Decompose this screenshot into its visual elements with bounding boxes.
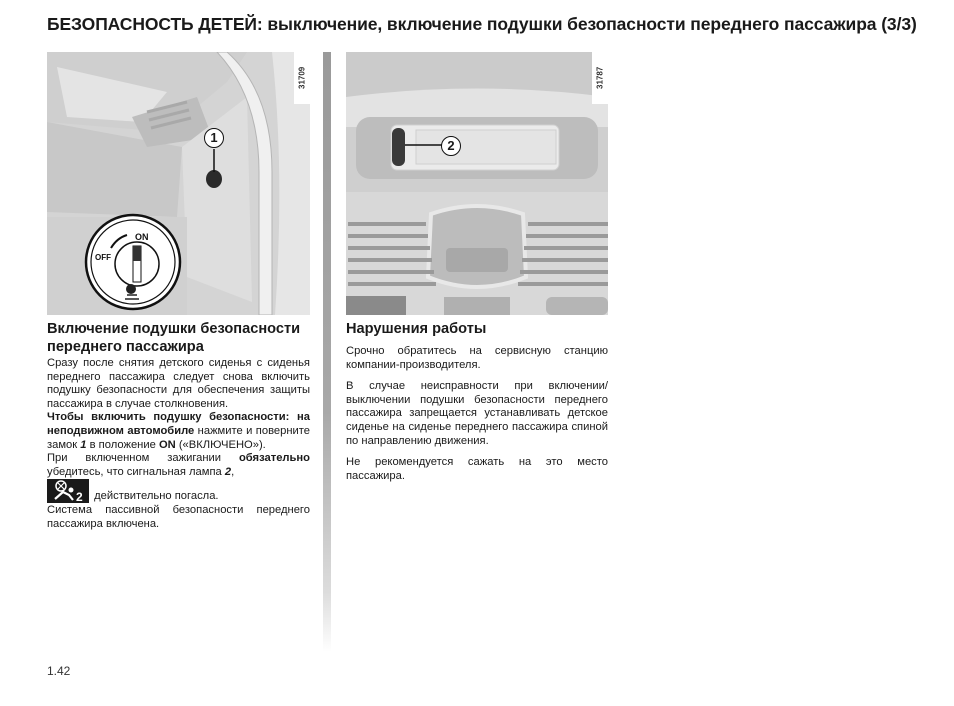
lock-reference: 1 <box>80 438 87 451</box>
page-title-section: БЕЗОПАСНОСТЬ ДЕТЕЙ: <box>47 14 263 34</box>
dashboard-center-illustration <box>346 52 608 315</box>
paragraph-lamp: 2 действительно погасла. <box>47 479 310 504</box>
section-enable-airbag <box>47 320 310 531</box>
paragraph: Сразу после снятия детского сиденья с сиденья переднего пассажира следует снова включить подушку безопасности для обеспечения защиты пассажира в случае столкновения. <box>47 357 310 410</box>
paragraph-ignition: При включенном зажигании обязательно убедитесь, что сигнальная лампа 2, <box>47 452 310 478</box>
callout-lamp-2: 2 <box>441 136 461 156</box>
airbag-off-lamp-icon <box>47 479 89 503</box>
dashboard-side-illustration <box>47 52 310 315</box>
section-malfunctions <box>346 320 608 491</box>
lamp-reference: 2 <box>224 465 232 478</box>
paragraph-instructions: Чтобы включить подушку безопасности: на неподвижном автомобиле нажмите и поверните замок 1 в положение ON («ВКЛЮЧЕНО»). <box>47 411 310 451</box>
switch-off-label: OFF <box>95 253 111 262</box>
figure-warning-lamp <box>346 52 608 315</box>
svg-text:2: 2 <box>76 490 83 504</box>
page-number: 1.42 <box>47 664 71 678</box>
paragraph: Срочно обратитесь на сервисную станцию компании-производителя. <box>346 345 608 371</box>
figure-code: 31709 <box>294 52 310 104</box>
on-position: ON <box>158 438 176 451</box>
page-title <box>47 14 927 35</box>
figure-code: 31787 <box>592 52 608 104</box>
page-title-subject: выключение, включение подушки безопасности переднего пассажира (3/3) <box>262 14 917 34</box>
paragraph: В случае неисправности при включении/выключении подушки безопасности переднего пассажира запрещается устанавливать детское сиденье на сиденье переднего пассажира спиной по направлению движения. <box>346 380 608 447</box>
section-heading: Нарушения работы <box>346 321 487 337</box>
paragraph: Система пассивной безопасности переднего пассажира включена. <box>47 503 310 530</box>
section-heading: Включение подушки безопасности переднего пассажира <box>47 321 301 355</box>
callout-lock-1: 1 <box>204 128 224 148</box>
paragraph: Не рекомендуется сажать на это место пассажира. <box>346 456 608 482</box>
switch-on-label: ON <box>135 232 149 242</box>
figure-airbag-lock <box>47 52 310 315</box>
column-divider <box>323 52 331 652</box>
